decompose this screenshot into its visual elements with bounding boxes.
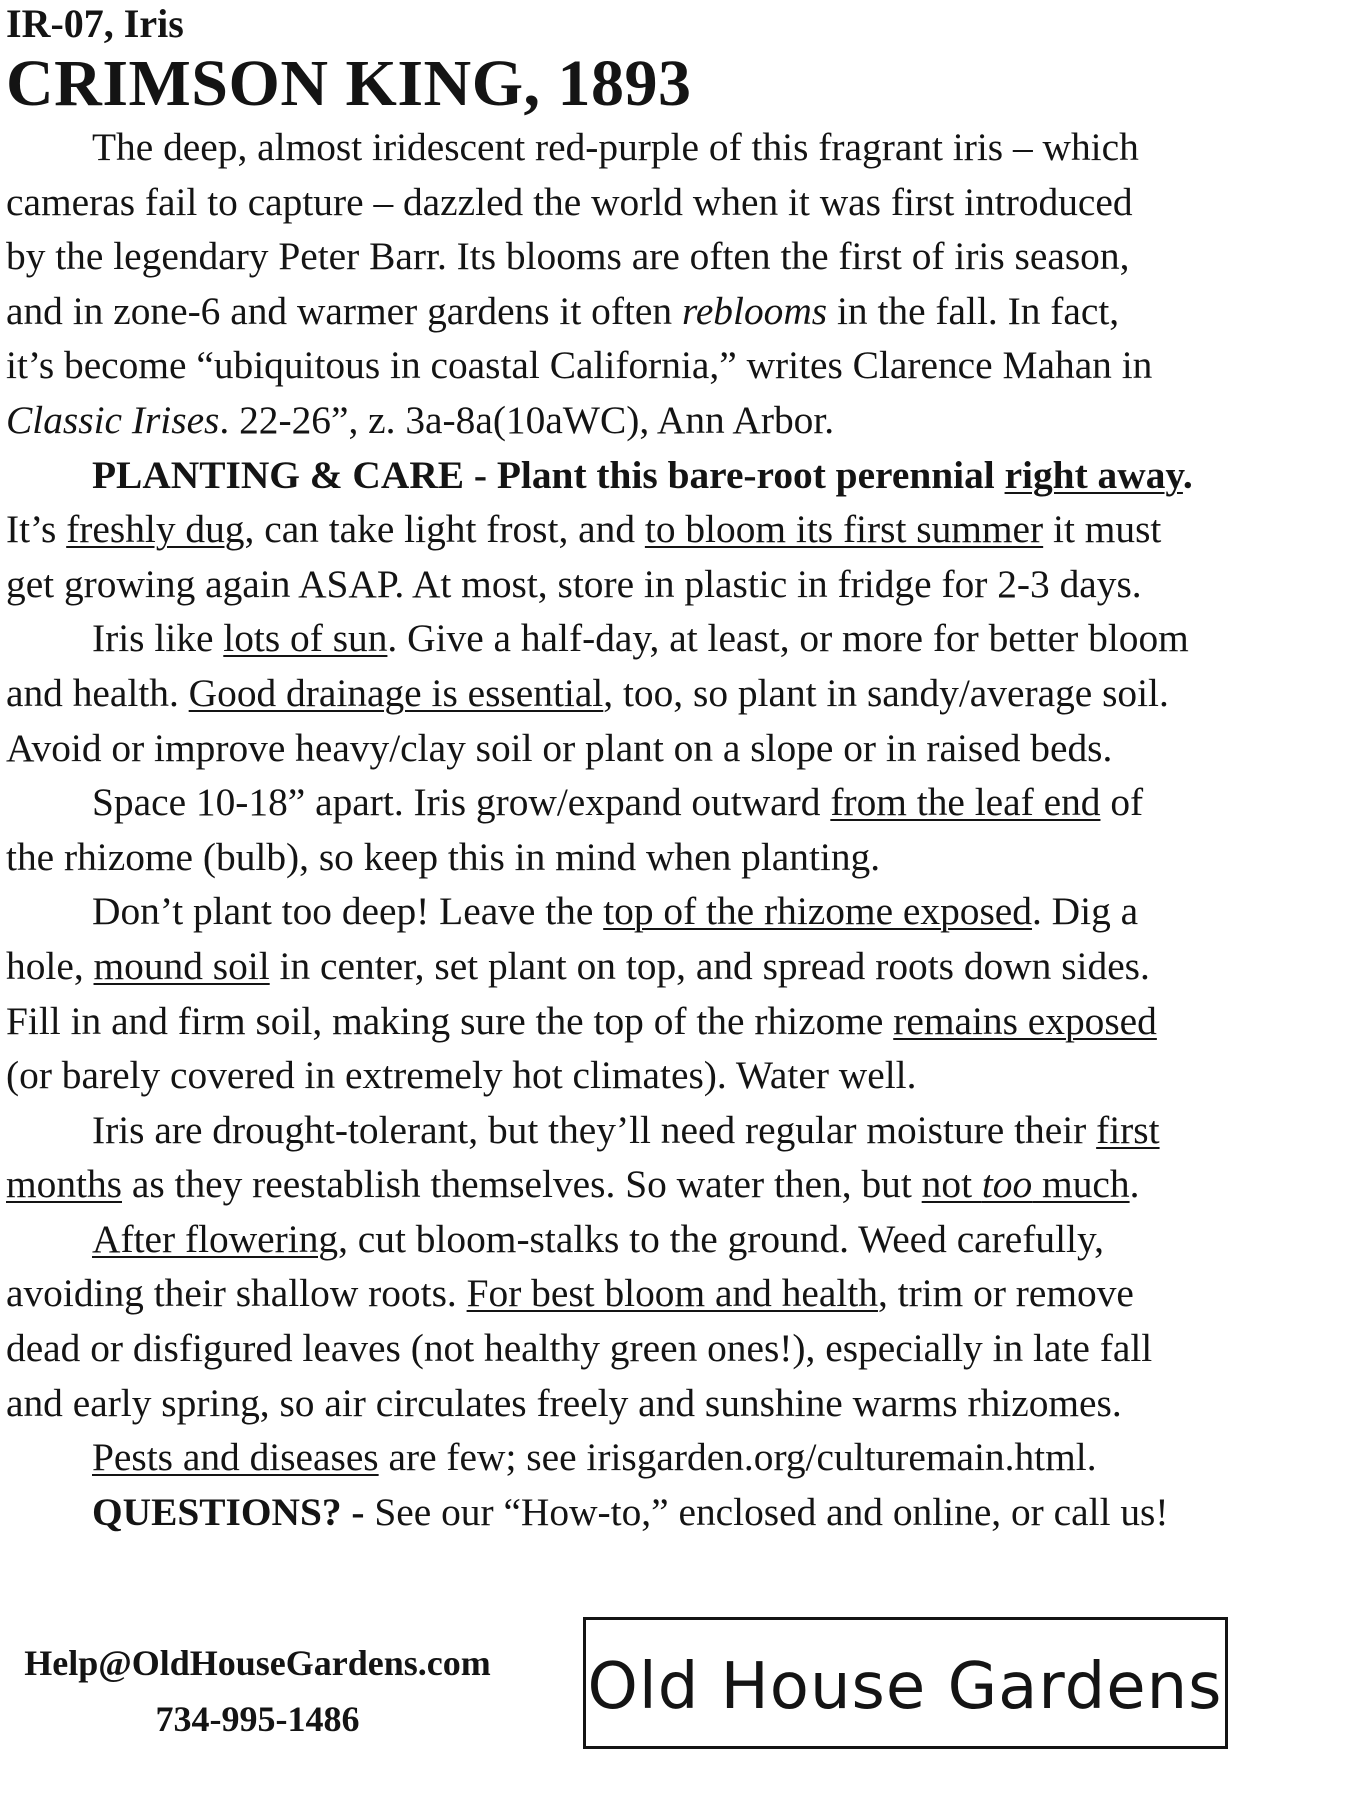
intro-line: it’s become “ubiquitous in coastal California,” writes Clarence Mahan in xyxy=(6,343,1153,388)
watering-line: Iris are drought-tolerant, but they’ll need regular moisture their first xyxy=(92,1107,1160,1152)
sun-line: Avoid or improve heavy/clay soil or plant on a slope or in raised beds. xyxy=(6,725,1113,770)
after-flowering-line: avoiding their shallow roots. For best bloom and health, trim or remove xyxy=(6,1271,1134,1316)
contact-block xyxy=(0,1635,515,1747)
planting-line: get growing again ASAP. At most, store in plastic in fridge for 2-3 days. xyxy=(6,561,1142,606)
phone-number: 734-995-1486 xyxy=(155,1699,360,1739)
spacing-line: the rhizome (bulb), so keep this in mind when planting. xyxy=(6,834,881,879)
depth-line: Don’t plant too deep! Leave the top of the rhizome exposed. Dig a xyxy=(92,889,1139,934)
watering-line: months as they reestablish themselves. So water then, but not too much. xyxy=(6,1162,1140,1207)
after-flowering-line: dead or disfigured leaves (not healthy green ones!), especially in late fall xyxy=(6,1326,1153,1371)
intro-line: by the legendary Peter Barr. Its blooms are often the first of iris season, xyxy=(6,234,1130,279)
email-address: Help@OldHouseGardens.com xyxy=(24,1643,491,1683)
after-flowering-line: After flowering, cut bloom-stalks to the ground. Weed carefully, xyxy=(92,1216,1104,1261)
questions-paragraph xyxy=(6,1485,1306,1540)
logo-wordmark xyxy=(586,1620,1225,1746)
sun-line: and health. Good drainage is essential, too, so plant in sandy/average soil. xyxy=(6,670,1169,715)
intro-line: The deep, almost iridescent red-purple of this fragrant iris – which xyxy=(92,125,1139,169)
logo-text: Old House Gardens xyxy=(587,1650,1223,1724)
questions-heading: QUESTIONS? - xyxy=(92,1489,375,1534)
brand-logo xyxy=(583,1617,1228,1749)
intro-line: Classic Irises. 22-26”, z. 3a-8a(10aWC), Ann Arbor. xyxy=(6,397,835,442)
product-code: IR-07, Iris xyxy=(6,1,184,46)
depth-line: hole, mound soil in center, set plant on top, and spread roots down sides. xyxy=(6,943,1150,988)
questions-line: QUESTIONS? - See our “How-to,” enclosed and online, or call us! xyxy=(92,1489,1169,1534)
spacing-line: Space 10-18” apart. Iris grow/expand outward from the leaf end of xyxy=(92,780,1144,825)
sun-line: Iris like lots of sun. Give a half-day, at least, or more for better bloom xyxy=(92,616,1189,661)
book-title: Classic Irises xyxy=(6,397,220,442)
depth-line: Fill in and firm soil, making sure the top of the rhizome remains exposed xyxy=(6,998,1157,1043)
document-page xyxy=(6,0,1306,1539)
planting-heading: PLANTING & CARE - Plant this bare-root perennial xyxy=(92,452,1005,497)
intro-line: and in zone-6 and warmer gardens it often reblooms in the fall. In fact, xyxy=(6,288,1120,333)
spacing-paragraph xyxy=(6,775,1306,884)
depth-paragraph xyxy=(6,884,1306,1102)
after-flowering-paragraph xyxy=(6,1212,1306,1430)
watering-paragraph xyxy=(6,1103,1306,1212)
sun-paragraph xyxy=(6,611,1306,775)
intro-paragraph xyxy=(6,120,1306,448)
planting-line: It’s freshly dug, can take light frost, and to bloom its first summer it must xyxy=(6,507,1162,552)
pests-paragraph xyxy=(6,1430,1306,1485)
pests-line: Pests and diseases are few; see irisgarden.org/culturemain.html. xyxy=(92,1435,1097,1480)
planting-paragraph xyxy=(6,448,1306,612)
planting-line: PLANTING & CARE - Plant this bare-root perennial right away. xyxy=(92,452,1193,497)
page-title: CRIMSON KING, 1893 xyxy=(6,47,692,120)
depth-line: (or barely covered in extremely hot climates). Water well. xyxy=(6,1053,917,1098)
intro-line: cameras fail to capture – dazzled the world when it was first introduced xyxy=(6,179,1133,224)
after-flowering-line: and early spring, so air circulates freely and sunshine warms rhizomes. xyxy=(6,1380,1122,1425)
reblooms-emphasis: reblooms xyxy=(681,288,828,333)
